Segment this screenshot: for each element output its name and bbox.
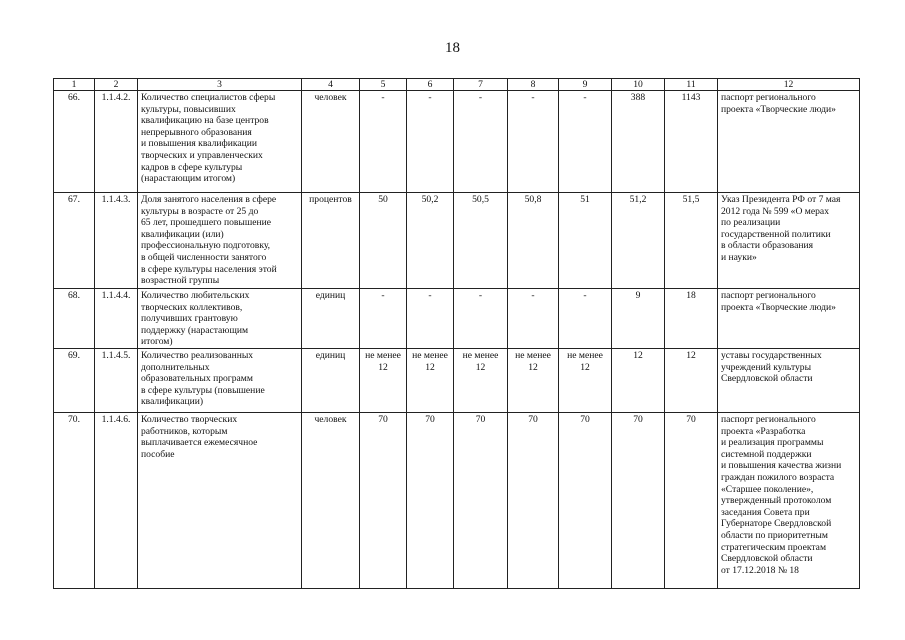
table-row xyxy=(54,412,860,588)
column-header-8: 8 xyxy=(508,79,559,91)
column-header-10: 10 xyxy=(612,79,665,91)
indicator-name: Количество любительских творческих коллективов, получивших грантовую поддержку (нарастающим итогом) xyxy=(138,289,302,349)
column-header-7: 7 xyxy=(454,79,508,91)
indicator-value-6: не менее 12 xyxy=(407,348,454,412)
indicator-code: 1.1.4.5. xyxy=(95,348,138,412)
indicators-table xyxy=(53,78,860,589)
column-header-3: 3 xyxy=(138,79,302,91)
column-header-5: 5 xyxy=(360,79,407,91)
unit-of-measure: процентов xyxy=(302,193,360,289)
indicator-name: Количество реализованных дополнительных образовательных программ в сфере культуры (повышение квалификации) xyxy=(138,348,302,412)
indicator-value-10: 12 xyxy=(612,348,665,412)
indicator-value-10: 388 xyxy=(612,91,665,193)
indicator-value-7: - xyxy=(454,91,508,193)
column-header-6: 6 xyxy=(407,79,454,91)
indicator-value-6: 70 xyxy=(407,412,454,588)
indicator-value-7: - xyxy=(454,289,508,349)
indicator-value-5: - xyxy=(360,289,407,349)
column-header-11: 11 xyxy=(665,79,718,91)
indicator-value-9: 51 xyxy=(559,193,612,289)
unit-of-measure: единиц xyxy=(302,289,360,349)
indicator-value-6: 50,2 xyxy=(407,193,454,289)
indicator-value-10: 51,2 xyxy=(612,193,665,289)
data-source: паспорт регионального проекта «Творческие люди» xyxy=(718,91,860,193)
indicator-value-9: - xyxy=(559,289,612,349)
indicator-value-6: - xyxy=(407,289,454,349)
indicator-code: 1.1.4.2. xyxy=(95,91,138,193)
indicator-value-9: 70 xyxy=(559,412,612,588)
page-number: 18 xyxy=(445,40,460,56)
data-source: паспорт регионального проекта «Разработка и реализация программы системной поддержки и повышения качества жизни граждан пожилого возраста «Старшее поколение», утвержденный протоколом заседания Совета при Губернаторе Свердловской области по приоритетным стратегическим проектам Свердловской области от 17.12.2018 № 18 xyxy=(718,412,860,588)
table-row xyxy=(54,289,860,349)
indicator-value-9: не менее 12 xyxy=(559,348,612,412)
indicator-value-9: - xyxy=(559,91,612,193)
table-row xyxy=(54,91,860,193)
row-number: 68. xyxy=(54,289,95,349)
data-source: паспорт регионального проекта «Творческие люди» xyxy=(718,289,860,349)
indicator-value-11: 12 xyxy=(665,348,718,412)
indicator-value-8: 70 xyxy=(508,412,559,588)
row-number: 70. xyxy=(54,412,95,588)
column-header-12: 12 xyxy=(718,79,860,91)
indicator-value-8: - xyxy=(508,91,559,193)
column-header-4: 4 xyxy=(302,79,360,91)
column-header-1: 1 xyxy=(54,79,95,91)
indicator-value-5: не менее 12 xyxy=(360,348,407,412)
indicator-name: Доля занятого населения в сфере культуры в возрасте от 25 до 65 лет, прошедшего повышение квалификации (или) профессиональную подготовку, в общей численности занятого в сфере культуры населения этой возрастной группы xyxy=(138,193,302,289)
indicator-code: 1.1.4.6. xyxy=(95,412,138,588)
unit-of-measure: человек xyxy=(302,91,360,193)
indicator-value-8: 50,8 xyxy=(508,193,559,289)
indicator-value-6: - xyxy=(407,91,454,193)
table-row xyxy=(54,193,860,289)
indicator-value-11: 51,5 xyxy=(665,193,718,289)
row-number: 66. xyxy=(54,91,95,193)
row-number: 67. xyxy=(54,193,95,289)
header-row xyxy=(54,79,860,91)
indicator-value-7: 50,5 xyxy=(454,193,508,289)
column-header-2: 2 xyxy=(95,79,138,91)
unit-of-measure: человек xyxy=(302,412,360,588)
table-body xyxy=(54,91,860,589)
indicator-value-10: 70 xyxy=(612,412,665,588)
indicator-code: 1.1.4.3. xyxy=(95,193,138,289)
indicator-name: Количество творческих работников, которым выплачивается ежемесячное пособие xyxy=(138,412,302,588)
indicator-value-7: 70 xyxy=(454,412,508,588)
indicator-value-7: не менее 12 xyxy=(454,348,508,412)
indicator-name: Количество специалистов сферы культуры, повысивших квалификацию на базе центров непрерывного образования и повышения квалификации творческих и управленческих кадров в сфере культуры (нарастающим итогом) xyxy=(138,91,302,193)
indicator-value-8: - xyxy=(508,289,559,349)
indicator-value-5: - xyxy=(360,91,407,193)
indicator-value-8: не менее 12 xyxy=(508,348,559,412)
column-header-9: 9 xyxy=(559,79,612,91)
data-source: Указ Президента РФ от 7 мая 2012 года № 599 «О мерах по реализации государственной политики в области образования и науки» xyxy=(718,193,860,289)
data-source: уставы государственных учреждений культуры Свердловской области xyxy=(718,348,860,412)
indicator-value-11: 70 xyxy=(665,412,718,588)
indicator-code: 1.1.4.4. xyxy=(95,289,138,349)
table-row xyxy=(54,348,860,412)
indicator-value-10: 9 xyxy=(612,289,665,349)
indicator-value-11: 1143 xyxy=(665,91,718,193)
indicator-value-5: 70 xyxy=(360,412,407,588)
indicator-value-5: 50 xyxy=(360,193,407,289)
unit-of-measure: единиц xyxy=(302,348,360,412)
indicator-value-11: 18 xyxy=(665,289,718,349)
row-number: 69. xyxy=(54,348,95,412)
